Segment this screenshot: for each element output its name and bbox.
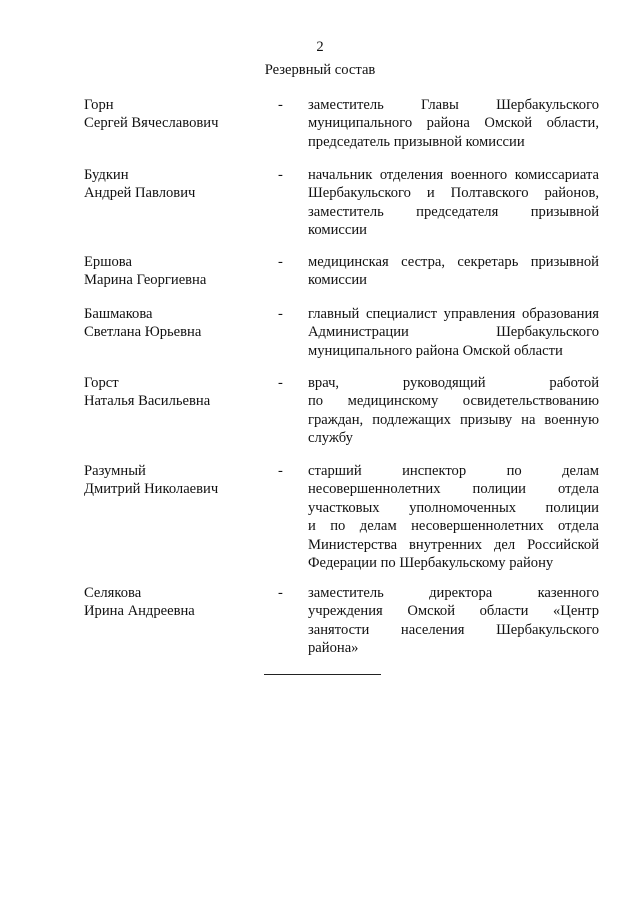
- role-line: врач, руководящий работой: [308, 375, 599, 391]
- member-name: [84, 374, 269, 411]
- member-given-names: Марина Георгиевна: [84, 272, 207, 289]
- role-line: района»: [308, 640, 359, 657]
- member-role: [308, 305, 599, 360]
- member-role: [308, 253, 599, 290]
- role-line: учреждения Омской области «Центр: [308, 603, 599, 620]
- member-given-names: Андрей Павлович: [84, 185, 196, 202]
- role-line: занятости населения Шербакульского: [308, 621, 599, 638]
- role-line: муниципального района Омской области,: [308, 115, 599, 132]
- member-entry-gorst: [0, 374, 640, 454]
- role-line: главный специалист управления образования: [308, 306, 599, 322]
- member-surname: Ершова: [84, 254, 132, 270]
- member-given-names: Наталья Васильевна: [84, 393, 211, 410]
- member-dash: -: [278, 306, 283, 322]
- member-role: [308, 374, 599, 448]
- role-line: и по делам несовершеннолетних отдела: [308, 518, 599, 535]
- member-dash: -: [278, 167, 283, 183]
- member-given-names: Светлана Юрьевна: [84, 324, 202, 341]
- member-given-names: Ирина Андреевна: [84, 603, 195, 620]
- closing-rule: [264, 674, 381, 675]
- member-surname: Разумный: [84, 463, 146, 479]
- member-dash: -: [278, 254, 283, 270]
- role-line: заместитель директора казенного: [308, 585, 599, 601]
- member-surname: Башмакова: [84, 306, 153, 322]
- member-entry-selyakova: [0, 584, 640, 664]
- page-number: 2: [316, 39, 324, 55]
- role-line: заместитель Главы Шербакульского: [308, 97, 599, 113]
- role-line: граждан, подлежащих призыву на военную: [308, 411, 599, 428]
- member-dash: -: [278, 97, 283, 113]
- member-role: [308, 462, 599, 572]
- role-line: Администрации Шербакульского: [308, 324, 599, 341]
- member-given-names: Сергей Вячеславович: [84, 115, 219, 132]
- member-dash: -: [278, 375, 283, 391]
- role-line: службу: [308, 430, 353, 447]
- role-line: по медицинскому освидетельствованию: [308, 393, 599, 410]
- member-name: [84, 305, 269, 342]
- member-name: [84, 96, 269, 133]
- member-surname: Горн: [84, 97, 114, 113]
- member-dash: -: [278, 585, 283, 601]
- role-line: начальник отделения военного комиссариата: [308, 167, 599, 183]
- role-line: Федерации по Шербакульскому району: [308, 555, 554, 572]
- member-role: [308, 96, 599, 151]
- member-surname: Горст: [84, 375, 119, 391]
- member-name: [84, 253, 269, 290]
- role-line: комиссии: [308, 222, 367, 239]
- role-line: несовершеннолетних полиции отдела: [308, 481, 599, 498]
- role-line: старший инспектор по делам: [308, 463, 599, 479]
- member-dash: -: [278, 463, 283, 479]
- role-line: Шербакульского и Полтавского районов,: [308, 185, 599, 202]
- document-heading: Резервный состав: [264, 62, 376, 78]
- member-surname: Селякова: [84, 585, 142, 601]
- role-line: заместитель председателя призывной: [308, 203, 599, 220]
- member-name: [84, 166, 269, 203]
- member-given-names: Дмитрий Николаевич: [84, 481, 219, 498]
- role-line: комиссии: [308, 272, 367, 289]
- member-role: [308, 584, 599, 658]
- role-line: участковых уполномоченных полиции: [308, 499, 599, 516]
- member-name: [84, 584, 269, 621]
- role-line: Министерства внутренних дел Российской: [308, 536, 599, 553]
- member-entry-budkin: [0, 166, 640, 246]
- member-surname: Будкин: [84, 167, 129, 183]
- member-name: [84, 462, 269, 499]
- member-entry-razumny: [0, 462, 640, 572]
- role-line: муниципального района Омской области: [308, 342, 563, 359]
- member-entry-gorn: [0, 96, 640, 176]
- role-line: председатель призывной комиссии: [308, 133, 525, 150]
- member-role: [308, 166, 599, 240]
- role-line: медицинская сестра, секретарь призывной: [308, 254, 599, 270]
- member-entry-bashmakova: [0, 305, 640, 385]
